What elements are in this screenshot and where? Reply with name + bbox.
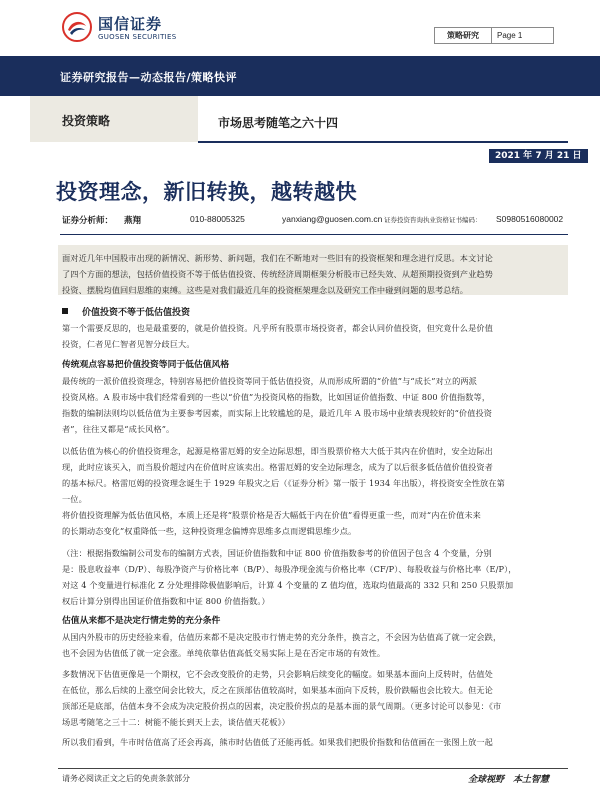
- analyst-email[interactable]: yanxiang@guosen.com.cn: [282, 214, 383, 224]
- report-type-banner: [0, 56, 600, 96]
- text-line: 在低位，那么后续的上涨空间会比较大，反之在顶部估值较高时，如果基本面向下反转，股价跌幅也会比较大。但无论: [62, 685, 493, 695]
- page-title: 投资理念，新旧转换，越转越快: [56, 179, 357, 204]
- text-line: 的长期动态变化”权重降低一些，这种投资理念偏博弈思维多点而逻辑思维少点。: [62, 526, 357, 536]
- section-heading: 传统观点容易把价值投资等同于低估值风格: [62, 360, 230, 370]
- strategy-label: 投资策略: [62, 114, 111, 128]
- text-line: 所以我们看到，牛市时估值高了还会再高，熊市时估值低了还能再低。如果我们把股价指数和估值画在一张图上放一起: [62, 737, 493, 747]
- analyst-info: [62, 214, 567, 230]
- report-type-label: 证券研究报告—动态报告/策略快评: [60, 71, 238, 84]
- text-line: 是：股息收益率（D/P）、每股净资产与价格比率（B/P）、每股净现金流与价格比率（CF/P）、每股收益与价格比率（E/P），: [62, 564, 517, 574]
- strategy-label-box: [30, 96, 198, 142]
- cert-number: S0980516080002: [496, 214, 564, 224]
- series-title: 市场思考随笔之六十四: [218, 116, 339, 130]
- note-paragraph: [62, 545, 568, 609]
- paragraph: [62, 666, 568, 730]
- paragraph: [62, 734, 568, 750]
- header-divider: [198, 141, 568, 143]
- text-line: 投资风格。A 股市场中我们经常看到的一些以“价值”为投资风格的指数，比如国证价值指数、中证 800 价值指数等，: [62, 392, 491, 402]
- text-line: （注：根据指数编制公司发布的编制方式表，国证价值指数和中证 800 价值指数参考的价值因子包含 4 个变量，分别: [62, 548, 492, 558]
- report-category: 策略研究: [435, 28, 492, 43]
- footer-slogan: 全球视野 本土智慧: [468, 775, 550, 785]
- text-line: 面对近几年中国股市出现的新情况、新形势、新问题，我们在不断地对一些旧有的投资框架和理念进行反思。本文讨论: [62, 253, 493, 263]
- header-info-box: [434, 27, 554, 44]
- text-line: 一位。: [62, 494, 87, 504]
- logo-chinese: 国信证券: [98, 15, 163, 33]
- text-line: 者”，往往又都是“成长风格”。: [62, 424, 175, 434]
- text-line: 投资、摆脱均值回归思维的束缚。这些是对我们最近几年的投资框架理念以及研究工作中碰到问题的思考总结。: [62, 285, 469, 295]
- text-line: 将价值投资理解为低估值风格，本质上还是将“股票价格是否大幅低于内在价值”看得更重一些，而对“内在价值未来: [62, 510, 481, 520]
- analyst-phone: 010-88005325: [190, 214, 245, 224]
- logo-english: GUOSEN SECURITIES: [98, 33, 177, 41]
- bullet-heading-text: 价值投资不等于低估值投资: [82, 308, 191, 318]
- text-line: 指数的编制法则均以低估值为主要参考因素，而实际上比较尴尬的是，最近几年 A 股市场中业绩表现较好的“价值投资: [62, 408, 493, 418]
- analyst-label: 证券分析师：: [62, 216, 114, 226]
- text-line: 权后计算分别得出国证价值指数和中证 800 价值指数。）: [62, 596, 270, 606]
- bullet-heading: [62, 305, 190, 318]
- text-line: 现，此时应该买入，而当股价超过内在价值时应该卖出。格雷厄姆的安全边际理念，成为了以后很多低估值价值投资者: [62, 462, 493, 472]
- paragraph: [62, 320, 568, 352]
- text-line: 对这 4 个变量进行标准化 Z 分处理排除极值影响后，计算 4 个变量的 Z 值均值，选取均值最高的 332 只和 250 只股票加: [62, 580, 514, 590]
- paragraph: [62, 373, 568, 437]
- text-line: 投资，仁者见仁智者见智分歧巨大。: [62, 339, 195, 349]
- analyst-name: 燕翔: [124, 216, 142, 226]
- text-line: 多数情况下估值更像是一个期权，它不会改变股价的走势，只会影响后续变化的幅度。如果基本面向上反转时，估值处: [62, 669, 493, 679]
- guosen-logo-icon: [62, 12, 92, 42]
- footer-disclaimer: 请务必阅读正文之后的免责条款部分: [62, 774, 190, 783]
- bullet-square-icon: [62, 308, 68, 314]
- footer-divider: [58, 768, 568, 769]
- text-line: 场思考随笔之三十二：树能不能长到天上去，谈估值天花板》）: [62, 717, 290, 727]
- text-line: 顶部还是底部，估值本身不会成为决定股价拐点的因素，决定股价拐点的是基本面的景气周期。（更多讨论可以参见：《市: [62, 701, 502, 711]
- text-line: 最传统的一派价值投资理念，特别容易把价值投资等同于低估值投资，从而形成所谓的“价值”与“成长”对立的两派: [62, 376, 477, 386]
- text-line: 第一个需要反思的，也是最重要的，就是价值投资。凡乎所有股票市场投资者，都会认同价值投资，但究竟什么是价值: [62, 323, 493, 333]
- summary-text: [62, 250, 568, 298]
- analyst-divider: [60, 234, 568, 235]
- section-heading: 估值从来都不是决定行情走势的充分条件: [62, 616, 221, 626]
- paragraph: [62, 629, 568, 661]
- page-number: Page 1: [497, 31, 523, 40]
- text-line: 以低估值为核心的价值投资理念，起源是格雷厄姆的安全边际思想，即当股票价格大大低于其内在价值时，安全边际出: [62, 446, 493, 456]
- text-line: 从国内外股市的历史经验来看，估值历来都不是决定股市行情走势的充分条件，换言之，不会因为估值高了就一定会跌，: [62, 632, 502, 642]
- cert-label: 证券投资咨询执业资格证书编码：: [384, 216, 482, 224]
- paragraph: [62, 443, 568, 507]
- text-line: 也不会因为估值低了就一定会涨。单纯依靠估值高低交易实际上是在否定市场的有效性。: [62, 648, 386, 658]
- paragraph: [62, 507, 568, 539]
- text-line: 了四个方面的想法，包括价值投资不等于低估值投资、传统经济周期框架分析股市已经失效、从超预期投资到产业趋势: [62, 269, 493, 279]
- report-date: 2021 年 7 月 21 日: [489, 149, 588, 163]
- text-line: 的基本标尺。格雷厄姆的投资理念诞生于 1929 年股灾之后（《证券分析》第一版于 1934 年出版），将投资安全性放在第: [62, 478, 505, 488]
